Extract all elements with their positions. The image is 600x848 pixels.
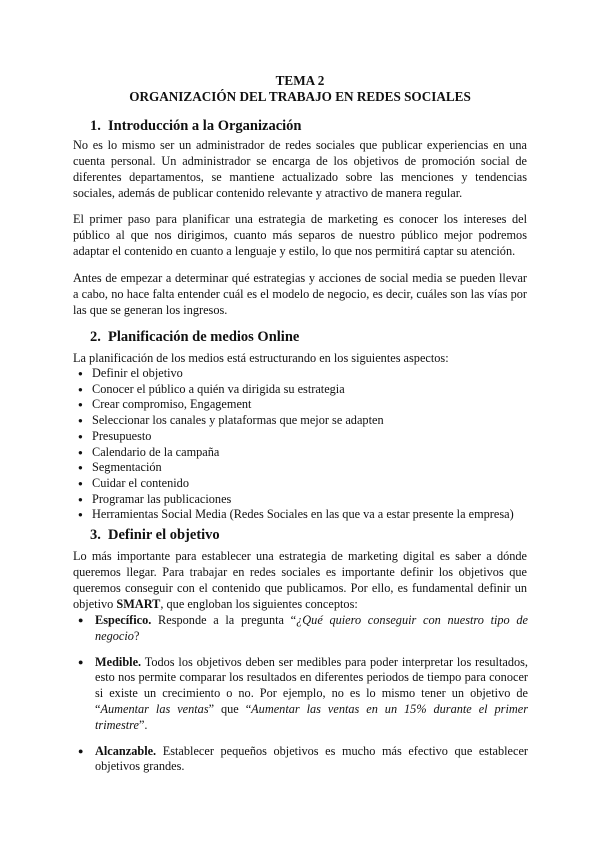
smart-item-term: Específico. [95, 613, 152, 627]
smart-item-especifico [78, 613, 528, 645]
planning-list [78, 366, 528, 523]
smart-item-term: Medible. [95, 654, 142, 669]
intro-paragraph-2: El primer paso para planificar una estrategia de marketing es conocer los intereses del público al que nos dirigimos, cuanto más separos de nuestro público mejor podremos adaptar el contenido en cuanto a lenguaje y estilo, lo que nos permitirá captar su atención. [73, 212, 527, 258]
smart-item-alcanzable [78, 744, 528, 776]
smart-item-text: ” que “ [208, 701, 252, 716]
list-item: ● Herramientas Social Media (Redes Sociales en las que va a estar presente la empresa) [78, 507, 528, 523]
document-title-block [0, 73, 600, 105]
section-heading-1 [90, 118, 301, 135]
smart-item-medible [78, 655, 528, 734]
list-item: ● Calendario de la campaña [78, 445, 528, 461]
smart-item-text: Establecer pequeños objetivos es mucho más efectivo que establecer objetivos grandes. [95, 743, 528, 774]
list-item: ● Cuidar el contenido [78, 476, 528, 492]
smart-term: SMART [116, 597, 161, 611]
list-item: ● Presupuesto [78, 429, 528, 445]
list-item: ● Definir el objetivo [78, 366, 528, 382]
section-heading-3 [90, 527, 220, 544]
smart-item-text: Todos los objetivos deben ser medibles para poder interpretar los resultados, esto nos permite comparar los resultados en diferentes periodos de tiempo para conocer si existe un crecimiento o no. Por ejemplo, no es lo mismo tener un objetivo de “ [95, 654, 528, 716]
section-number: 3. [90, 527, 101, 543]
smart-item-term: Alcanzable. [95, 743, 157, 758]
smart-item-quote: ¿Qué quiero conseguir con nuestro tipo de negocio [95, 613, 528, 643]
list-item: ● Segmentación [78, 460, 528, 476]
section-heading-2 [90, 329, 299, 346]
list-item: ● Seleccionar los canales y plataformas que mejor se adapten [78, 413, 528, 429]
section-number: 1. [90, 118, 101, 134]
smart-item-quote: Aumentar las ventas en un 15% durante el primer trimestre [95, 701, 528, 732]
intro-paragraph-1: No es lo mismo ser un administrador de redes sociales que publicar experiencias en una cuenta personal. Un administrador se encarga de los objetivos de promoción social de diferentes departamentos, se mantiene actualizado sobre las menciones y tendencias sociales, además de publicar contenido relevante y atractivo de manera regular. [73, 138, 527, 200]
smart-item-end: ? [133, 628, 140, 643]
objective-intro-end: , que engloban los siguientes conceptos: [160, 597, 358, 611]
list-item: ● Programar las publicaciones [78, 492, 528, 508]
section-title: Planificación de medios Online [108, 329, 300, 345]
smart-item-end: ”. [138, 717, 148, 732]
planning-lead: La planificación de los medios está estructurando en los siguientes aspectos: [73, 351, 449, 365]
smart-list [78, 613, 528, 785]
tema-label: TEMA 2 [275, 73, 325, 88]
document-title: ORGANIZACIÓN DEL TRABAJO EN REDES SOCIALES [129, 89, 471, 104]
list-item: ● Crear compromiso, Engagement [78, 397, 528, 413]
section-title: Introducción a la Organización [108, 118, 302, 134]
intro-paragraph-3: Antes de empezar a determinar qué estrategias y acciones de social media se pueden llevar a cabo, no hace falta entender cuál es el modelo de negocio, es decir, cuáles son las vías por las que se generan los ingresos. [73, 271, 527, 317]
section-title: Definir el objetivo [108, 527, 220, 543]
smart-item-text: Responde a la pregunta “ [151, 613, 297, 627]
objective-intro-text: Lo más importante para establecer una estrategia de marketing digital es saber a dónde queremos llegar. Para trabajar en redes sociales es importante definir los objetivos que queremos conseguir con el contenido que publicamos. Por ello, es fundamental definir un objetivo [73, 549, 527, 611]
section-number: 2. [90, 329, 101, 345]
smart-item-quote: Aumentar las ventas [100, 701, 209, 716]
list-item: ● Conocer el público a quién va dirigida su estrategia [78, 382, 528, 398]
objective-intro [73, 548, 527, 612]
